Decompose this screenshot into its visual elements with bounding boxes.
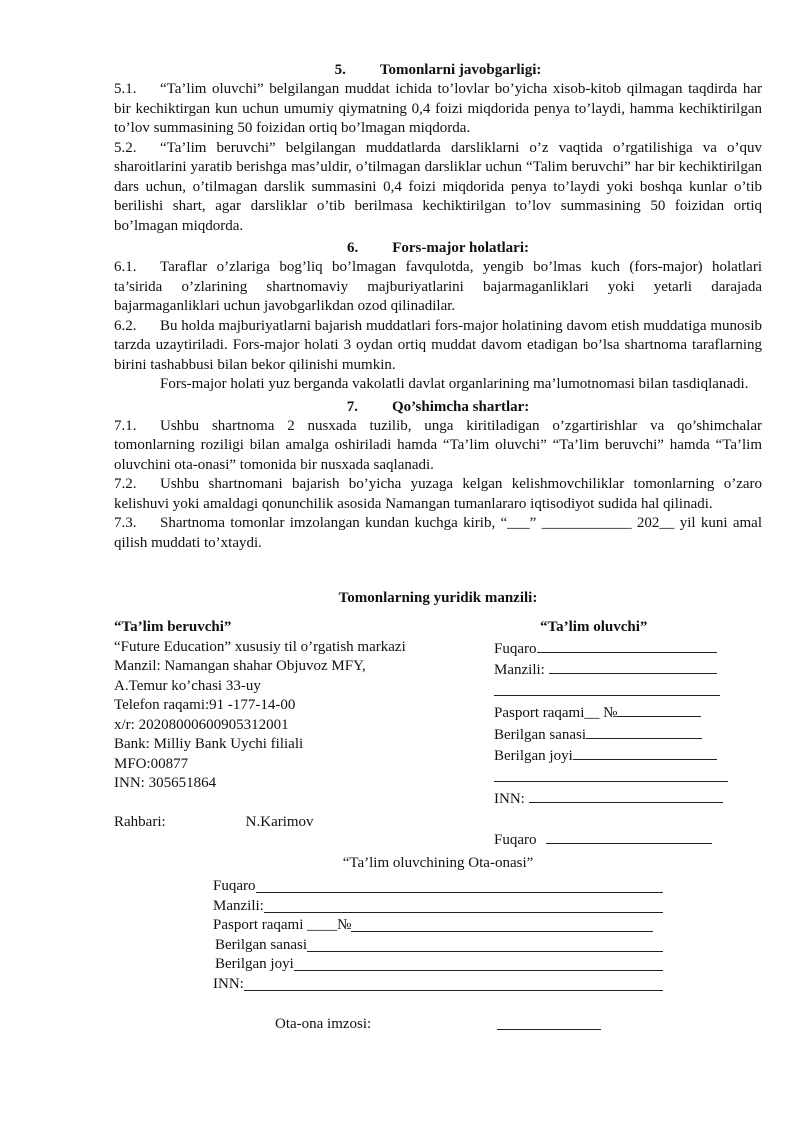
section-6-heading: 6. Fors-major holatlari: xyxy=(346,240,530,256)
clause-6-2: 6.2. Bu holda majburiyatlarni bajarish muddatlari fors-major holatining davom etish muddatiga munosib tarzda uzaytiriladi. Fors-major holati 3 oydan ortiq muddat davom etadigan bo’lsa shartnoma taraflarning birini tashabbusi bilan bekor qilinishi mumkin. xyxy=(114,317,762,373)
student-inn-field[interactable] xyxy=(529,788,723,803)
clause-5-2: 5.2. “Ta’lim beruvchi” belgilangan muddatlarda darsliklarni o’z vaqtida o’rgatilishiga va o’quv sharoitlarini yaratib berishga mas’uldir, o’tilmagan darsliklar uchun “Talim beruvchi” har bir kechiktirilgan dars uchun, o’tilmagan darslik summasini 0,4 foizi miqdorida penya to’laydi yoki boshqa kunlar o’tib berilishi shart, agar darsliklar o’tib berilmasa kechiktirilgan to’lov summasining 50 foizidan ortiq bo’lmagan miqdorda. xyxy=(114,139,762,234)
provider-line: INN: 305651864 xyxy=(114,775,217,791)
parent-inn-label: INN: xyxy=(213,975,244,992)
parent-citizen-label: Fuqaro xyxy=(213,878,256,894)
parent-signature-field-wrap xyxy=(497,1015,601,1037)
student-sign-label: Fuqaro xyxy=(494,832,541,848)
parent-signature-field[interactable] xyxy=(497,1015,601,1030)
student-citizen-label: Fuqaro xyxy=(494,640,537,657)
section-7-heading: 7. Qo’shimcha shartlar: xyxy=(346,398,530,415)
parent-signature-row xyxy=(275,1015,371,1035)
student-citizen-field[interactable] xyxy=(537,638,717,653)
parent-address-field[interactable] xyxy=(264,897,663,913)
parent-issued-place-label: Berilgan joyi xyxy=(215,956,294,972)
parent-issued-date-field[interactable] xyxy=(307,936,663,952)
provider-line: “Future Education” xususiy til o’rgatish markazi xyxy=(114,638,406,655)
student-address-field-2[interactable] xyxy=(494,681,720,696)
clause-5-1: 5.1. “Ta’lim oluvchi” belgilangan muddat ichida to’lovlar bo’yicha xisob-kitob qilmagan taqdirda har bir kechiktirgan kun uchun umumiy qiymatning 0,4 foizi miqdorida penya to’laydi, hamma kechiktirilgan to’lov summasining 50 foizidan ortiq bo’lmagan miqdorda. xyxy=(114,81,762,136)
provider-title: “Ta’lim beruvchi” xyxy=(114,619,232,635)
clause-6-1: 6.1. Taraflar o’zlariga bog’liq bo’lmagan favqulotda, yengib bo’lmas kuch (fors-major) holatlari ta’sirida o’zlarining shartnomaviy majburiyatlarini bajarmaganliklari yoki yetarli darajada bajarmaganliklari uchun javobgarlikdan ozod qilinadilar. xyxy=(114,259,762,314)
parent-title: “Ta’lim oluvchining Ota-onasi” xyxy=(342,855,534,871)
parent-issued-place-field[interactable] xyxy=(294,955,663,971)
student-passport-label: Pasport raqami__ № xyxy=(494,705,618,721)
parent-issued-date-label: Berilgan sanasi xyxy=(215,936,308,953)
provider-line: Bank: Milliy Bank Uychi filiali xyxy=(114,736,304,752)
contract-page xyxy=(114,60,762,553)
student-title: “Ta’lim oluvchi” xyxy=(540,619,648,635)
clause-7-3: 7.3. Shartnoma tomonlar imzolangan kundan kuchga kirib, “___” ____________ 202__ yil kuni amal qilish muddati to’xtaydi. xyxy=(114,515,762,551)
student-issued-date-field[interactable] xyxy=(586,724,702,739)
parent-passport-field[interactable] xyxy=(351,916,653,932)
addresses-title: Tomonlarning yuridik manzili: xyxy=(338,590,538,606)
student-issued-place-field[interactable] xyxy=(573,745,717,760)
director-name: N.Karimov xyxy=(245,814,314,830)
parent-inn-field[interactable] xyxy=(244,975,663,991)
student-inn-label: INN: xyxy=(494,791,529,807)
parent-passport-label: Pasport raqami ____№ xyxy=(213,917,352,933)
provider-line: Telefon raqami:91 -177-14-00 xyxy=(114,697,296,713)
section-5-heading: 5. Tomonlarni javobgarligi: xyxy=(334,62,542,78)
student-sign-field[interactable] xyxy=(546,829,712,844)
student-passport-field[interactable] xyxy=(617,702,701,717)
provider-line: MFO:00877 xyxy=(114,755,189,772)
student-block xyxy=(494,618,728,851)
provider-line: A.Temur ko’chasi 33-uy xyxy=(114,677,261,694)
provider-line: Manzil: Namangan shahar Objuvoz MFY, xyxy=(114,658,366,674)
parent-address-label: Manzili: xyxy=(213,897,264,914)
parent-signature-label: Ota-ona imzosi: xyxy=(275,1016,372,1032)
student-issued-place-label: Berilgan joyi xyxy=(494,748,573,764)
parent-block xyxy=(213,877,663,994)
clause-7-1: 7.1. Ushbu shartnoma 2 nusxada tuzilib, unga kiritiladigan o’zgartirishlar va qo’shimchalar tomonlarning roziligi bilan amalga oshiriladi hamda “Ta’lim oluvchi” “Ta’lim beruvchi” hamda “Ta’lim oluvchini ota-onasi” tomonida bir nusxada saqlanadi. xyxy=(114,417,762,473)
provider-line: x/r: 20208000600905312001 xyxy=(114,716,289,733)
clause-7-2: 7.2. Ushbu shartnomani bajarish bo’yicha yuzaga kelgan kelishmovchiliklar tomonlarning o’zaro kelishuvi yoki amaldagi qonunchilik asosida Namangan tumanlararo iqtisodiyot sudida hal qilinadi. xyxy=(114,476,762,512)
student-extra-field[interactable] xyxy=(494,767,728,782)
student-address-label: Manzili: xyxy=(494,662,549,678)
student-issued-date-label: Berilgan sanasi xyxy=(494,726,587,743)
student-address-field[interactable] xyxy=(549,659,717,674)
provider-block xyxy=(114,618,406,833)
clause-6-extra: Fors-major holati yuz berganda vakolatli davlat organlarining ma’lumotnomasi bilan tasdiqlanadi. xyxy=(160,376,749,392)
director-label: Rahbari: xyxy=(114,814,166,830)
parent-citizen-field[interactable] xyxy=(256,877,664,893)
